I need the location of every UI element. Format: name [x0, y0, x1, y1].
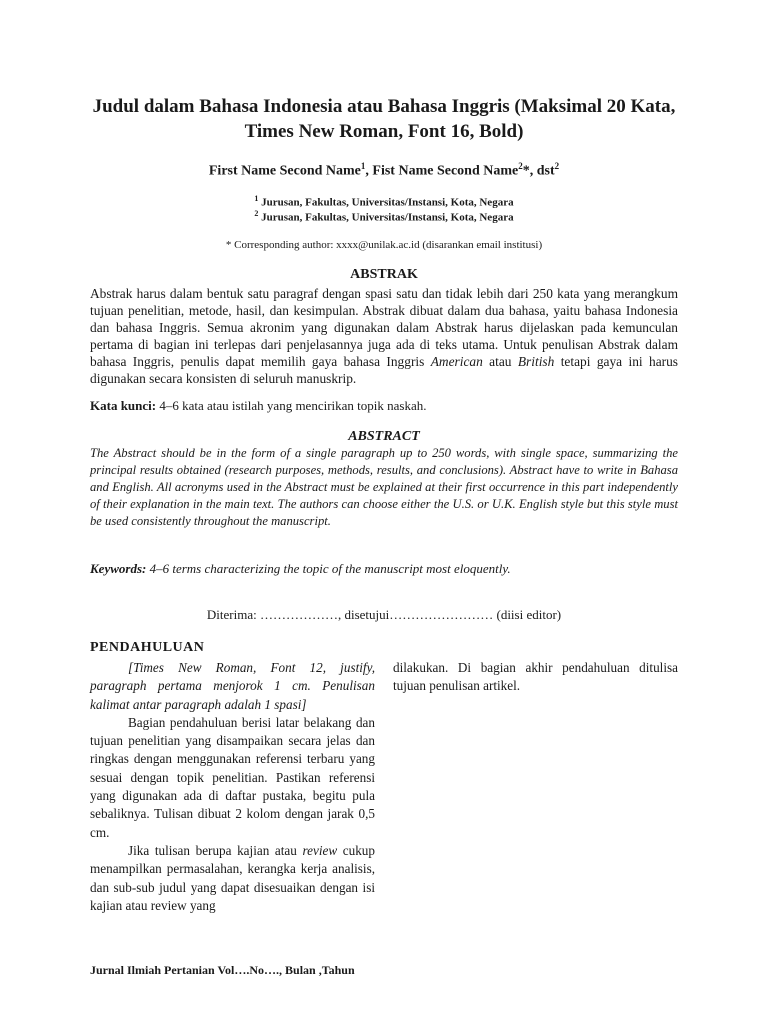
intro-review-term: review	[302, 842, 338, 858]
abstrak-body	[90, 285, 678, 387]
paper-title: Judul dalam Bahasa Indonesia atau Bahasa Inggris (Maksimal 20 Kata, Times New Roman, Font 16, Bold)	[92, 96, 676, 142]
keywords-text: 4–6 terms characterizing the topic of the manuscript most eloquently.	[146, 561, 511, 576]
left-column	[90, 659, 375, 915]
abstract-body: The Abstract should be in the form of a single paragraph up to 250 words, with single space, summarizing the principal results obtained (research purposes, methods, results, and conclusions). Abstract have to write in Bahasa and English. All acronyms used in the Abstract must be explained at their first occurrence in this part independently of their explanation in the main text. The authors can choose either the U.S. or U.K. English style but this style must be used consistently throughout the manuscript.	[90, 446, 678, 528]
intro-paragraph-2-a: Jika tulisan berupa kajian atau	[128, 842, 303, 858]
abstrak-term-american: American	[430, 354, 483, 369]
kata-kunci-text: 4–6 kata atau istilah yang mencirikan topik naskah.	[156, 398, 427, 413]
abstract-heading: ABSTRACT	[348, 429, 420, 444]
author-etc: , dst	[529, 163, 555, 179]
kata-kunci	[90, 398, 678, 414]
author-etc-affiliation-mark: 2	[554, 161, 560, 171]
author-2-affiliation-mark: 2	[518, 161, 523, 171]
abstrak-term-british: British	[517, 354, 555, 369]
author-1-name: First Name Second Name	[208, 163, 361, 179]
abstrak-text-3: tetapi gaya ini harus digunakan secara konsisten di seluruh manuskrip.	[90, 354, 679, 386]
keywords-label: Keywords:	[90, 561, 147, 576]
affiliation-2-text: Jurusan, Fakultas, Universitas/Instansi, Kota, Negara	[258, 211, 514, 224]
journal-footer: Jurnal Ilmiah Pertanian Vol….No…., Bulan ,Tahun	[90, 963, 355, 977]
intro-paragraph-2-b: cukup menampilkan permasalahan, kerangka kerja analisis, dan sub-sub judul yang dapat disesuaikan dengan isi kajian atau review yang	[90, 842, 375, 913]
received-approved-line: Diterima: ………………, disetujui…………………… (diisi editor)	[206, 607, 562, 622]
pendahuluan-heading: PENDAHULUAN	[90, 640, 205, 655]
abstrak-heading: ABSTRAK	[350, 267, 418, 282]
author-2-name: Fist Name Second Name	[372, 163, 519, 179]
affiliation-2-number: 2	[254, 209, 259, 218]
corresponding-author: * Corresponding author: xxxx@unilak.ac.id (disarankan email institusi)	[225, 239, 543, 251]
abstrak-text-2: atau	[482, 354, 518, 369]
intro-paragraph-continued: dilakukan. Di bagian akhir pendahuluan ditulisa tujuan penulisan artikel.	[393, 660, 678, 694]
author-line	[92, 161, 676, 180]
affiliation-2	[92, 209, 676, 224]
format-instruction-paragraph: [Times New Roman, Font 12, justify, paragraph pertama menjorok 1 cm. Penulisan kalimat antar paragraph adalah 1 spasi]	[90, 660, 375, 712]
intro-paragraph-2	[90, 842, 375, 915]
author-1-affiliation-mark: 1	[360, 161, 366, 171]
affiliation-1-number: 1	[254, 194, 259, 203]
abstrak-text-1: Abstrak harus dalam bentuk satu paragraf dengan spasi satu dan tidak lebih dari 250 kata yang merangkum tujuan penelitian, metode, hasil, dan kesimpulan. Abstrak dibuat dalam dua bahasa, yaitu bahasa Indonesia dan bahasa Inggris. Semua akronim yang digunakan dalam Abstrak harus dijelaskan pada kemunculan pertama di bagian ini terlepas dari penjelasannya juga ada di teks utama. Untuk penulisan Abstrak dalam bahasa Inggris, penulis dapat memilih gaya bahasa Inggris	[90, 286, 678, 369]
affiliation-1-text: Jurusan, Fakultas, Universitas/Instansi, Kota, Negara	[258, 196, 514, 209]
corresponding-mark: *	[522, 163, 530, 179]
kata-kunci-label: Kata kunci:	[90, 398, 157, 413]
intro-paragraph-1: Bagian pendahuluan berisi latar belakang dan tujuan penelitian yang disampaikan secara jelas dan ringkas dengan menggunakan referensi terbaru yang sesuai dengan topik penelitian. Pastikan referensi yang digunakan ada di daftar pustaka, begitu pula sebaliknya. Tulisan dibuat 2 kolom dengan jarak 0,5 cm.	[90, 714, 375, 840]
affiliation-1	[92, 194, 676, 209]
right-column	[393, 659, 678, 696]
keywords	[90, 561, 678, 577]
author-separator: ,	[365, 163, 373, 179]
